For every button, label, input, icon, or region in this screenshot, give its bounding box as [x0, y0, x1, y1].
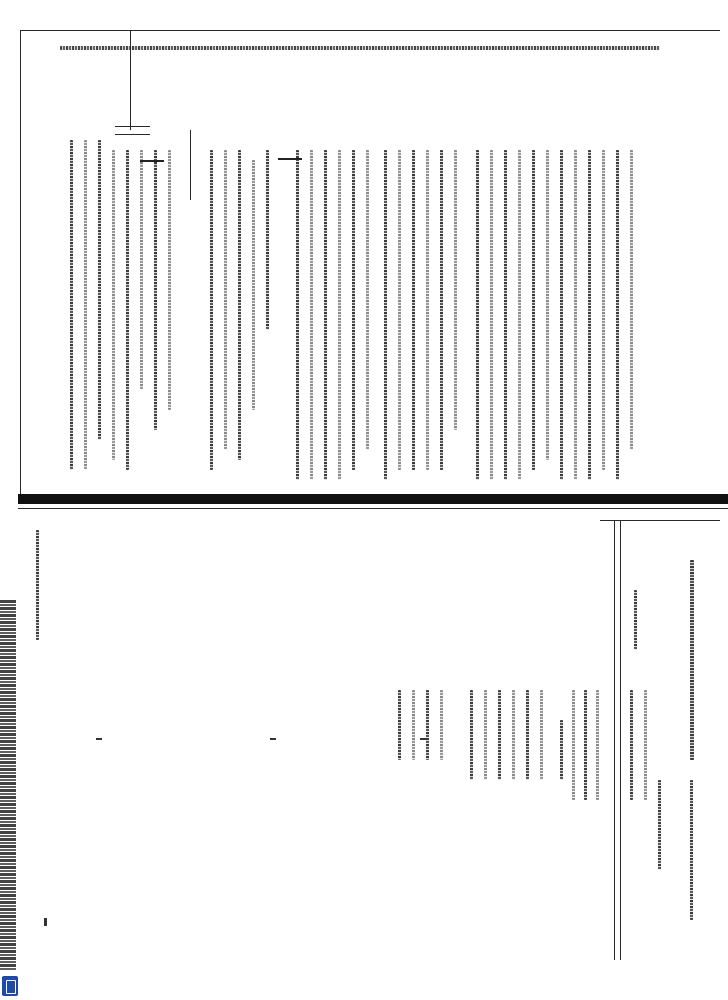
text-column-3	[98, 140, 101, 440]
table-entry-17	[440, 690, 443, 760]
text-column-30	[532, 150, 535, 470]
margin-rule-2	[115, 134, 150, 135]
margin-dash-2	[140, 160, 164, 162]
text-column-12	[252, 160, 255, 410]
text-column-17	[338, 150, 341, 480]
table-entry-15	[412, 690, 415, 760]
table-entry-8	[470, 690, 473, 780]
text-column-14	[296, 150, 299, 480]
text-column-4	[112, 150, 115, 460]
margin-dash-1	[278, 158, 302, 160]
text-column-23	[426, 150, 429, 470]
text-column-37	[630, 150, 633, 450]
page-gutter	[18, 494, 728, 504]
page-number-mark	[44, 918, 47, 926]
text-column-9	[210, 150, 213, 470]
text-column-5	[126, 150, 129, 470]
footnote-text	[36, 530, 39, 640]
top-page-header-line	[60, 46, 660, 50]
text-column-35	[602, 150, 605, 470]
bottom-table-header-rule	[600, 520, 720, 521]
table-entry-6	[584, 690, 587, 800]
bottom-table-rule-1	[614, 520, 615, 960]
table-entry-16	[426, 690, 429, 760]
text-column-29	[518, 150, 521, 480]
table-entry-13	[540, 690, 543, 780]
table-entry-5	[572, 690, 575, 800]
table-entry-10	[498, 690, 501, 780]
stray-mark-3	[96, 738, 102, 740]
stray-mark-2	[420, 738, 426, 740]
text-column-34	[588, 150, 591, 480]
text-column-16	[324, 150, 327, 480]
table-entry-14	[398, 690, 401, 760]
text-column-22	[412, 150, 415, 470]
bottom-table-rule-2	[620, 520, 621, 960]
text-column-32	[560, 150, 563, 480]
table-entry-1	[630, 690, 633, 800]
text-column-36	[616, 150, 619, 480]
text-column-15	[310, 150, 313, 480]
table-entry-9	[484, 690, 487, 780]
text-column-24	[440, 150, 443, 470]
table-entry-12	[526, 690, 529, 780]
table-entry-7	[596, 690, 599, 800]
text-column-27	[490, 150, 493, 480]
margin-rule-1	[115, 126, 150, 127]
text-column-1	[70, 140, 73, 470]
text-column-8	[168, 150, 171, 410]
section-rule	[190, 130, 191, 200]
text-column-21	[398, 150, 401, 470]
text-column-33	[574, 150, 577, 480]
dfg-logo-icon	[2, 976, 18, 996]
page-gutter-edge	[18, 508, 728, 509]
text-column-26	[476, 150, 479, 480]
text-column-31	[546, 150, 549, 460]
header-column-rule	[130, 30, 131, 130]
bottom-header-text-2	[690, 780, 693, 920]
section-heading-1	[634, 590, 637, 650]
text-column-18	[352, 150, 355, 470]
table-entry-11	[512, 690, 515, 780]
text-column-10	[224, 150, 227, 450]
text-column-6	[140, 150, 143, 390]
page-border-top	[20, 30, 720, 31]
stray-mark-1	[270, 738, 276, 740]
table-entry-2	[644, 690, 647, 800]
table-entry-3	[658, 780, 661, 870]
bottom-header-text	[690, 560, 694, 760]
page-border-left	[20, 30, 21, 500]
text-column-11	[238, 150, 241, 460]
text-column-19	[366, 150, 369, 450]
text-column-7	[154, 150, 157, 430]
text-column-25	[454, 150, 457, 430]
table-entry-4	[560, 720, 563, 780]
text-column-28	[504, 150, 507, 480]
text-column-13	[266, 150, 269, 330]
text-column-2	[84, 140, 87, 470]
text-column-20	[384, 150, 387, 480]
digitization-banner	[0, 600, 16, 970]
